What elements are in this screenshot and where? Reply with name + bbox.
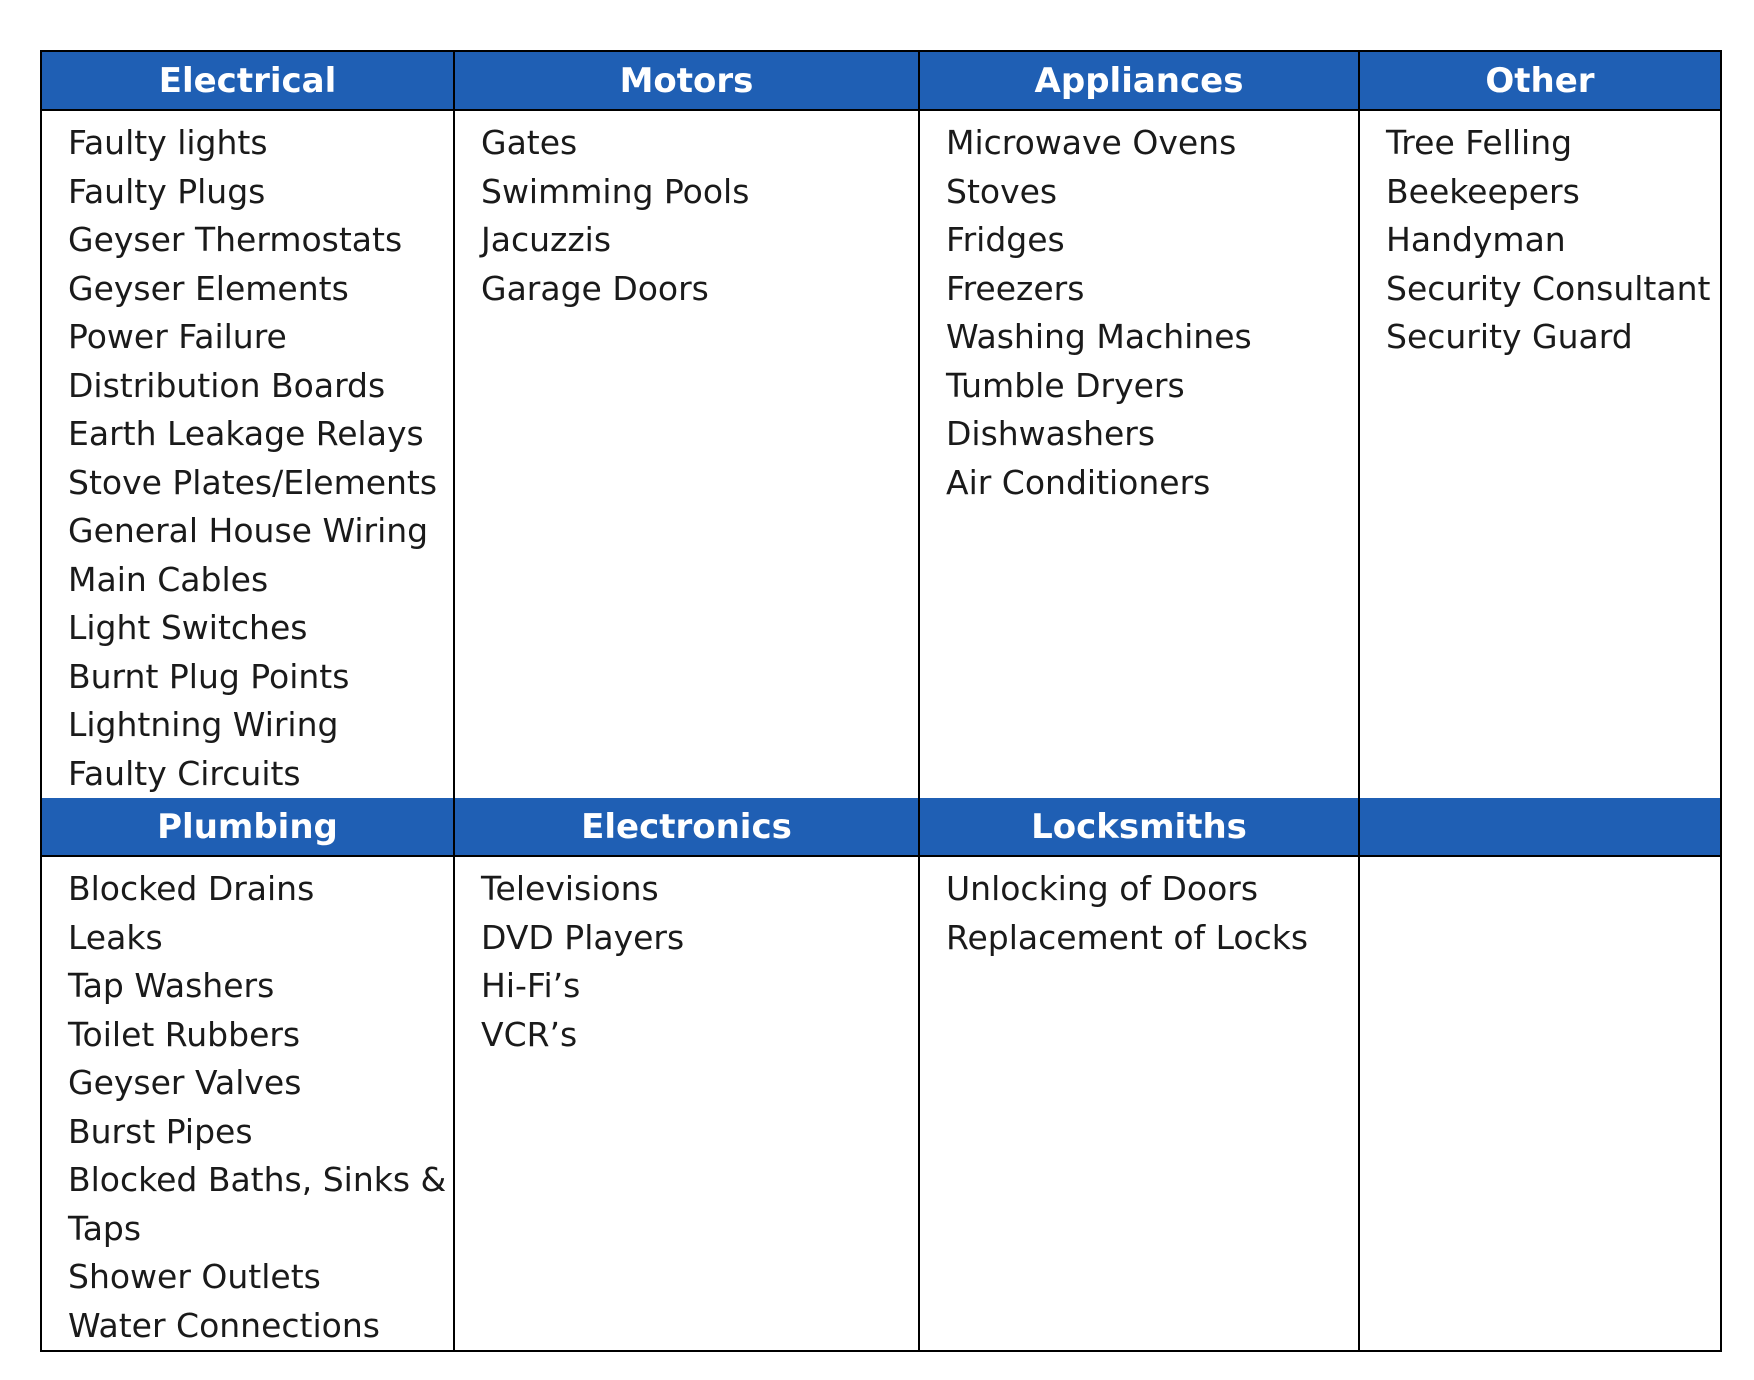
list-item: Garage Doors bbox=[481, 268, 709, 308]
header-appliances: Appliances bbox=[919, 51, 1359, 110]
cell-empty bbox=[1359, 856, 1721, 1351]
list-item: Light Switches bbox=[68, 608, 308, 647]
list-item: Air Conditioners bbox=[946, 462, 1211, 502]
header-locksmiths: Locksmiths bbox=[919, 798, 1359, 856]
list-item: Geyser Thermostats bbox=[68, 220, 403, 259]
list-item: Tap Washers bbox=[68, 966, 275, 1005]
header-row-bottom bbox=[41, 798, 1721, 856]
services-table bbox=[40, 50, 1722, 1352]
list-item: Leaks bbox=[68, 917, 163, 957]
body-row-bottom bbox=[41, 856, 1721, 1351]
list-item: Security Guard bbox=[1386, 317, 1633, 356]
list-item: Security Consultant bbox=[1386, 268, 1711, 308]
header-electronics: Electronics bbox=[454, 798, 919, 856]
list-item: Blocked Baths, Sinks & Taps bbox=[68, 1160, 447, 1248]
list-item: Beekeepers bbox=[1386, 171, 1580, 211]
locksmiths-list bbox=[946, 865, 1358, 962]
list-item: Geyser Valves bbox=[68, 1063, 302, 1102]
cell-motors bbox=[454, 110, 919, 798]
header-plumbing: Plumbing bbox=[41, 798, 454, 856]
cell-appliances bbox=[919, 110, 1359, 798]
header-row-top bbox=[41, 51, 1721, 110]
header-empty bbox=[1359, 798, 1721, 856]
cell-electrical bbox=[41, 110, 454, 798]
list-item: Microwave Ovens bbox=[946, 123, 1237, 162]
list-item: Burst Pipes bbox=[68, 1111, 253, 1151]
list-item: Main Cables bbox=[68, 559, 269, 599]
list-item: Earth Leakage Relays bbox=[68, 414, 424, 453]
list-item: Shower Outlets bbox=[68, 1257, 321, 1296]
list-item: Toilet Rubbers bbox=[68, 1014, 301, 1054]
plumbing-list bbox=[68, 865, 453, 1350]
header-motors: Motors bbox=[454, 51, 919, 110]
list-item: Geyser Elements bbox=[68, 268, 349, 308]
motors-list bbox=[481, 119, 918, 313]
list-item: VCR’s bbox=[481, 1014, 578, 1054]
list-item: Faulty Circuits bbox=[68, 753, 301, 793]
list-item: Jacuzzis bbox=[481, 220, 612, 259]
list-item: Swimming Pools bbox=[481, 171, 750, 211]
list-item: Faulty Plugs bbox=[68, 171, 266, 211]
cell-other bbox=[1359, 110, 1721, 798]
list-item: DVD Players bbox=[481, 917, 685, 957]
appliances-list bbox=[946, 119, 1358, 507]
list-item: Lightning Wiring bbox=[68, 705, 339, 744]
list-item: Dishwashers bbox=[946, 414, 1156, 453]
list-item: Stoves bbox=[946, 171, 1058, 211]
list-item: Distribution Boards bbox=[68, 365, 386, 405]
electrical-list bbox=[68, 119, 453, 798]
list-item: Power Failure bbox=[68, 317, 287, 356]
cell-electronics bbox=[454, 856, 919, 1351]
list-item: Faulty lights bbox=[68, 123, 268, 162]
other-list bbox=[1386, 119, 1720, 362]
electronics-list bbox=[481, 865, 918, 1059]
cell-plumbing bbox=[41, 856, 454, 1351]
list-item: Stove Plates/Elements bbox=[68, 462, 438, 502]
list-item: Freezers bbox=[946, 268, 1085, 308]
list-item: Blocked Drains bbox=[68, 869, 315, 908]
list-item: Replacement of Locks bbox=[946, 917, 1309, 957]
header-electrical: Electrical bbox=[41, 51, 454, 110]
list-item: General House Wiring bbox=[68, 511, 429, 550]
list-item: Water Connections bbox=[68, 1305, 380, 1345]
cell-locksmiths bbox=[919, 856, 1359, 1351]
list-item: Tree Felling bbox=[1386, 123, 1573, 162]
list-item: Tumble Dryers bbox=[946, 365, 1185, 405]
list-item: Washing Machines bbox=[946, 317, 1252, 356]
header-other: Other bbox=[1359, 51, 1721, 110]
list-item: Hi-Fi’s bbox=[481, 966, 581, 1005]
list-item: Gates bbox=[481, 123, 578, 162]
list-item: Unlocking of Doors bbox=[946, 869, 1259, 908]
list-item: Handyman bbox=[1386, 220, 1566, 259]
body-row-top bbox=[41, 110, 1721, 798]
list-item: Televisions bbox=[481, 869, 659, 908]
list-item: Burnt Plug Points bbox=[68, 656, 350, 696]
list-item: Fridges bbox=[946, 220, 1065, 259]
